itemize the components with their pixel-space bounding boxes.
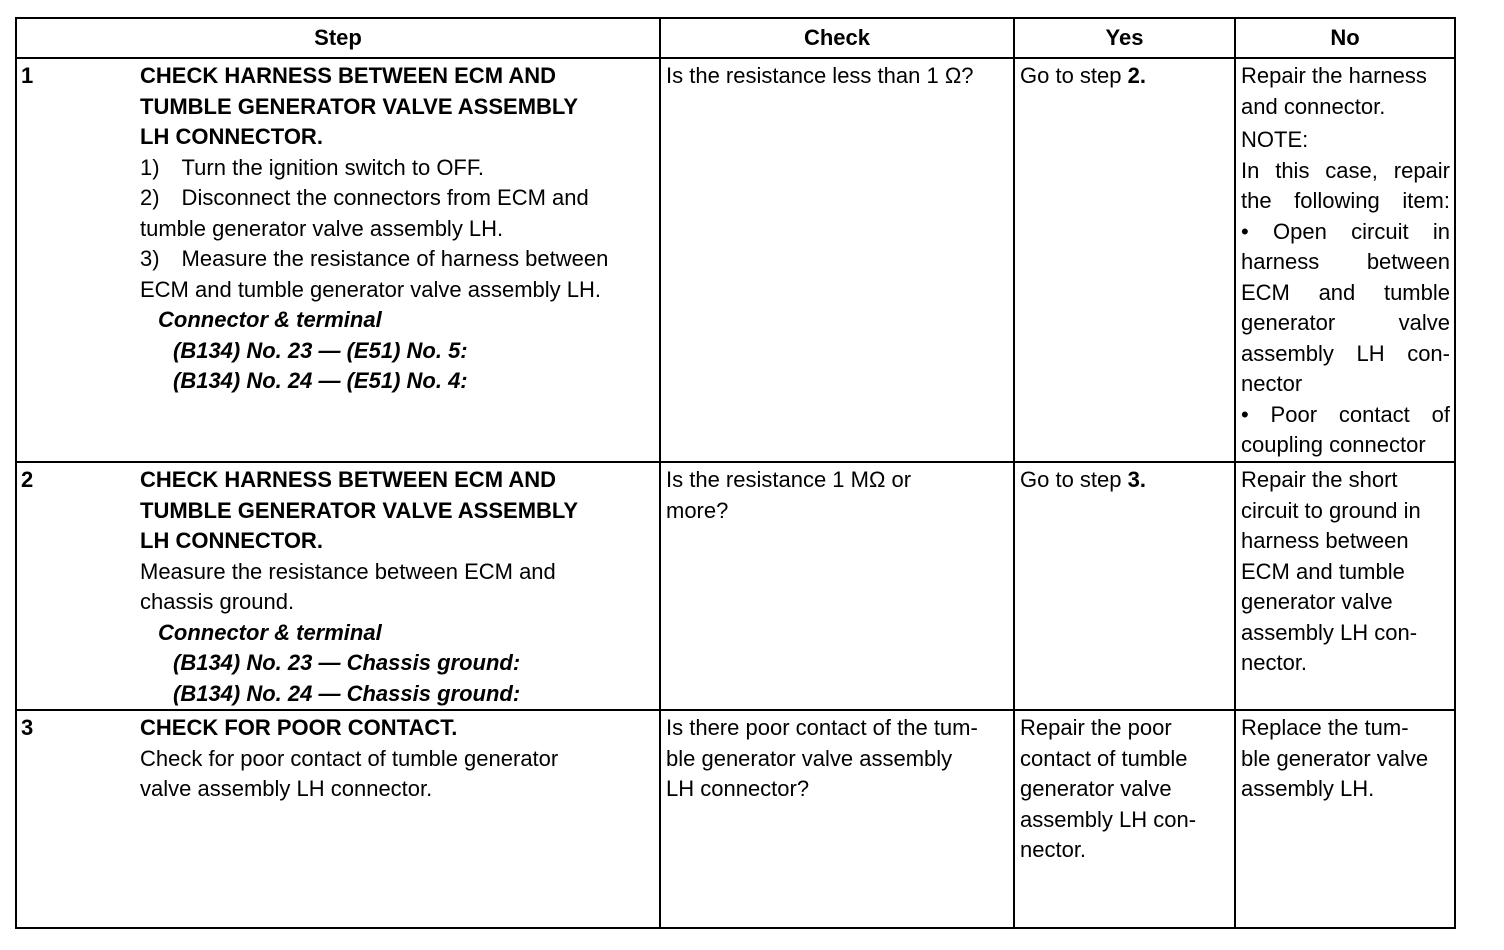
no-text-line: Replace the tum- [1241, 715, 1409, 740]
bullet-line: harness between [1241, 249, 1450, 274]
yes-prefix: Go to step [1020, 63, 1128, 88]
step-cell [16, 710, 660, 928]
terminal-spec: (B134) No. 24 — (E51) No. 4: [173, 368, 468, 393]
diagnostic-sheet [15, 17, 1456, 929]
no-text-line: harness between [1241, 528, 1409, 553]
terminal-spec: (B134) No. 23 — (E51) No. 5: [173, 337, 468, 363]
step-text-line: valve assembly LH connector. [140, 776, 433, 801]
step-title-line: TUMBLE GENERATOR VALVE ASSEMBLY [140, 93, 579, 119]
connector-terminal-label: Connector & terminal [158, 307, 382, 332]
yes-cell [1014, 710, 1235, 928]
yes-suffix: . [1139, 467, 1146, 492]
header-step: Step [16, 18, 660, 58]
no-cell [1235, 58, 1455, 462]
table-row [16, 58, 1455, 462]
step-body [140, 713, 657, 805]
no-cell [1235, 710, 1455, 928]
note-label: NOTE: [1241, 127, 1309, 152]
check-question-line: Is there poor contact of the tum- [666, 715, 978, 740]
step-title-line: CHECK HARNESS BETWEEN ECM AND [140, 63, 556, 88]
step-text-line: 1) Turn the ignition switch to OFF. [140, 154, 484, 180]
step-title-line: LH CONNECTOR. [140, 124, 323, 149]
yes-suffix: . [1139, 63, 1146, 88]
yes-step-ref: 2 [1127, 63, 1140, 88]
step-text-line: 2) Disconnect the connectors from ECM and [140, 185, 589, 210]
check-question-line: Is the resistance 1 MΩ or [666, 467, 912, 492]
no-text-line: Repair the harness [1241, 63, 1427, 88]
bullet-line: assembly LH con- [1241, 340, 1450, 366]
no-text-line: and connector. [1241, 93, 1386, 119]
no-text-line: assembly LH con- [1241, 619, 1418, 645]
bullet-line: nector [1241, 371, 1303, 396]
step-text-line: tumble generator valve assembly LH. [140, 215, 504, 241]
connector-terminal-label: Connector & terminal [158, 619, 382, 645]
no-text-line: generator valve [1241, 589, 1393, 614]
header-check: Check [660, 18, 1014, 58]
check-cell [660, 58, 1014, 462]
note-text-line: In this case, repair [1241, 157, 1450, 183]
no-text-line: Repair the short [1241, 467, 1398, 492]
yes-text-line: Repair the poor [1020, 715, 1172, 740]
bullet-line: • Poor contact of [1241, 401, 1450, 427]
yes-text-line: generator valve [1020, 776, 1172, 801]
terminal-spec: (B134) No. 23 — Chassis ground: [173, 650, 521, 675]
step-text-line: 3) Measure the resistance of harness between [140, 246, 609, 271]
yes-action [1020, 61, 1230, 92]
no-cell [1235, 462, 1455, 710]
step-text-line: chassis ground. [140, 589, 295, 614]
step-body [140, 465, 657, 709]
step-number: 1 [21, 63, 34, 88]
check-question: Is the resistance less than 1 Ω? [666, 63, 974, 88]
no-text-line: nector. [1241, 650, 1308, 675]
step-title-line: CHECK FOR POOR CONTACT. [140, 715, 458, 740]
bullet-line: • Open circuit in [1241, 218, 1450, 244]
yes-cell [1014, 58, 1235, 462]
terminal-spec: (B134) No. 24 — Chassis ground: [173, 680, 521, 706]
header-yes: Yes [1014, 18, 1235, 58]
bullet-line: ECM and tumble [1241, 279, 1450, 305]
header-row [16, 18, 1455, 58]
step-number: 3 [21, 715, 34, 740]
table-row [16, 710, 1455, 928]
step-cell [16, 462, 660, 710]
yes-prefix: Go to step [1020, 467, 1128, 492]
yes-action [1020, 465, 1230, 496]
step-title-line: CHECK HARNESS BETWEEN ECM AND [140, 467, 556, 492]
check-question-line: more? [666, 497, 729, 523]
check-cell [660, 462, 1014, 710]
bullet-line: coupling connector [1241, 432, 1426, 457]
yes-text-line: assembly LH con- [1020, 806, 1197, 832]
no-text-line: circuit to ground in [1241, 497, 1421, 523]
check-question-line: ble generator valve assembly [666, 745, 953, 771]
step-body [140, 61, 657, 397]
yes-text-line: nector. [1020, 837, 1087, 862]
check-cell [660, 710, 1014, 928]
yes-step-ref: 3 [1127, 467, 1140, 492]
step-text-line: Check for poor contact of tumble generator [140, 745, 559, 771]
step-title-line: TUMBLE GENERATOR VALVE ASSEMBLY [140, 497, 579, 523]
step-text-line: Measure the resistance between ECM and [140, 558, 556, 584]
diagnostic-table [15, 17, 1456, 929]
yes-text-line: contact of tumble [1020, 745, 1188, 771]
step-title-line: LH CONNECTOR. [140, 528, 323, 553]
header-no: No [1235, 18, 1455, 58]
bullet-line: generator valve [1241, 310, 1450, 335]
step-text-line: ECM and tumble generator valve assembly LH. [140, 276, 601, 302]
note-text-line: the following item: [1241, 188, 1450, 213]
table-row [16, 462, 1455, 710]
no-text-line: ECM and tumble [1241, 558, 1405, 584]
no-text-line: assembly LH. [1241, 776, 1375, 801]
check-question-line: LH connector? [666, 776, 810, 801]
step-number: 2 [21, 467, 34, 492]
no-text-line: ble generator valve [1241, 745, 1429, 771]
yes-cell [1014, 462, 1235, 710]
step-cell [16, 58, 660, 462]
